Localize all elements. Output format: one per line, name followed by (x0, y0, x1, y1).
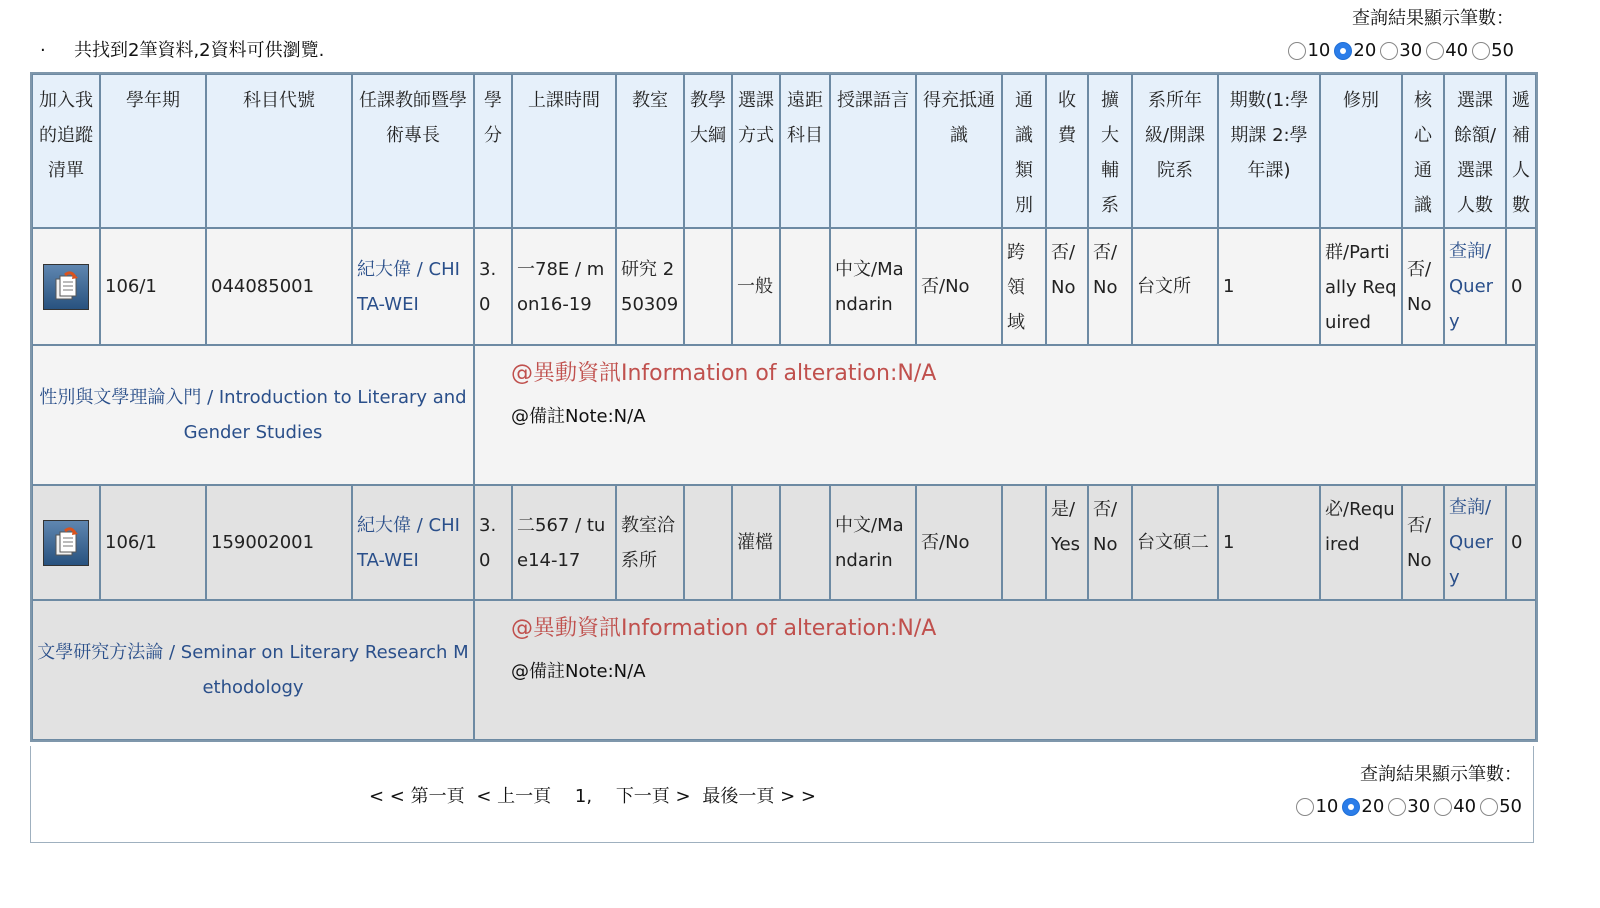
rows-per-page-top-option-40[interactable] (1426, 40, 1468, 61)
alteration-info: @異動資訊Information of alteration:N/A (511, 616, 937, 641)
column-header: 得充抵通識 (916, 74, 1002, 228)
rows-per-page-top-option-30[interactable] (1380, 40, 1422, 61)
cell-fee: 否/No (1046, 228, 1088, 345)
cell-remote (780, 485, 830, 600)
rows-per-page-top-option-10[interactable] (1288, 40, 1330, 61)
course-notes-cell (474, 600, 1536, 740)
radio-label: 10 (1307, 40, 1331, 61)
radio-button[interactable] (1388, 798, 1406, 816)
column-header: 系所年級/開課院系 (1132, 74, 1218, 228)
cell-ge-category: 跨領域 (1002, 228, 1046, 345)
column-header: 加入我的追蹤清單 (32, 74, 100, 228)
cell-teacher (352, 485, 474, 600)
top-bar (0, 0, 1600, 72)
course-note: @備註Note:N/A (511, 406, 646, 427)
column-header: 修別 (1320, 74, 1402, 228)
radio-button[interactable] (1334, 42, 1352, 60)
cell-ge-credit: 否/No (916, 485, 1002, 600)
rows-per-page-label: 查詢結果顯示筆數： (1352, 8, 1514, 29)
column-header: 選課方式 (732, 74, 780, 228)
next-page-link[interactable]: 下一頁 > (615, 786, 691, 807)
cell-method: 一般 (732, 228, 780, 345)
radio-label: 10 (1315, 796, 1339, 817)
cell-method: 灌檔 (732, 485, 780, 600)
cell-syllabus (684, 485, 732, 600)
cell-term: 106/1 (100, 485, 206, 600)
course-info-row (32, 600, 1536, 740)
cell-teacher (352, 228, 474, 345)
rows-per-page-top-option-20[interactable] (1334, 40, 1376, 61)
add-tracking-cell (32, 228, 100, 345)
teacher-link[interactable]: 紀大偉 / CHI TA-WEI (357, 258, 460, 315)
add-to-tracking-button[interactable] (43, 264, 89, 310)
table-header-row (32, 74, 1536, 228)
cell-room: 研究 250309 (616, 228, 684, 345)
radio-button[interactable] (1434, 798, 1452, 816)
column-header: 教室 (616, 74, 684, 228)
rows-per-page-top (1288, 4, 1514, 61)
rows-per-page-label-bottom: 查詢結果顯示筆數： (1360, 764, 1522, 785)
cell-period: 1 (1218, 485, 1320, 600)
alteration-info: @異動資訊Information of alteration:N/A (511, 361, 937, 386)
column-header: 期數(1:學期課 2:學年課) (1218, 74, 1320, 228)
radio-label: 20 (1353, 40, 1377, 61)
cell-type: 必/Required (1320, 485, 1402, 600)
column-header: 任課教師暨學術專長 (352, 74, 474, 228)
course-title-cell (32, 345, 474, 485)
radio-button[interactable] (1342, 798, 1360, 816)
course-table-wrapper (30, 72, 1534, 742)
radio-button[interactable] (1288, 42, 1306, 60)
cell-core-ge: 否/No (1402, 228, 1444, 345)
radio-button[interactable] (1296, 798, 1314, 816)
column-header: 教學大綱 (684, 74, 732, 228)
rows-per-page-bottom-option-20[interactable] (1342, 796, 1384, 817)
cell-waitlist: 0 (1506, 485, 1536, 600)
cell-language: 中文/Mandarin (830, 228, 916, 345)
radio-label: 30 (1399, 40, 1423, 61)
rows-per-page-bottom-option-10[interactable] (1296, 796, 1338, 817)
cell-code: 044085001 (206, 228, 352, 345)
cell-minor: 否/No (1088, 485, 1132, 600)
cell-fee: 是/Yes (1046, 485, 1088, 600)
teacher-link[interactable]: 紀大偉 / CHI TA-WEI (357, 514, 460, 571)
rows-per-page-bottom (1296, 760, 1522, 817)
column-header: 學年期 (100, 74, 206, 228)
add-tracking-cell (32, 485, 100, 600)
course-title-link[interactable]: 文學研究方法論 / Seminar on Literary Research Methodology (37, 642, 469, 698)
cell-term: 106/1 (100, 228, 206, 345)
quota-query-link[interactable]: 查詢/Query (1449, 497, 1494, 588)
cell-time: 一78E / mon16-19 (512, 228, 616, 345)
add-to-tracking-icon (51, 527, 81, 559)
cell-time: 二567 / tue14-17 (512, 485, 616, 600)
add-to-tracking-button[interactable] (43, 520, 89, 566)
cell-waitlist: 0 (1506, 228, 1536, 345)
cell-minor: 否/No (1088, 228, 1132, 345)
cell-type: 群/Partially Required (1320, 228, 1402, 345)
radio-label: 50 (1491, 40, 1514, 61)
current-page: 1, (574, 786, 593, 807)
column-header: 遞補人數 (1506, 74, 1536, 228)
radio-label: 30 (1407, 796, 1431, 817)
radio-label: 40 (1453, 796, 1477, 817)
radio-label: 50 (1499, 796, 1522, 817)
table-row (32, 485, 1536, 600)
column-header: 通識類別 (1002, 74, 1046, 228)
cell-quota (1444, 228, 1506, 345)
column-header: 遠距科目 (780, 74, 830, 228)
pagination (369, 782, 816, 808)
column-header: 選課餘額/選課人數 (1444, 74, 1506, 228)
radio-button[interactable] (1472, 42, 1490, 60)
cell-dept: 台文所 (1132, 228, 1218, 345)
column-header: 科目代號 (206, 74, 352, 228)
cell-room: 教室洽系所 (616, 485, 684, 600)
cell-ge-credit: 否/No (916, 228, 1002, 345)
radio-label: 40 (1445, 40, 1469, 61)
table-body (32, 228, 1536, 740)
rows-per-page-bottom-option-40[interactable] (1434, 796, 1476, 817)
quota-query-link[interactable]: 查詢/Query (1449, 241, 1494, 332)
course-title-cell (32, 600, 474, 740)
rows-per-page-bottom-option-50[interactable] (1480, 796, 1522, 817)
table-row (32, 228, 1536, 345)
cell-credits: 3.0 (474, 485, 512, 600)
bullet: · (40, 40, 46, 61)
column-header: 上課時間 (512, 74, 616, 228)
column-header: 授課語言 (830, 74, 916, 228)
rows-per-page-options (1288, 40, 1514, 61)
column-header: 學分 (474, 74, 512, 228)
rows-per-page-options-bottom (1296, 796, 1522, 817)
cell-ge-category (1002, 485, 1046, 600)
cell-core-ge: 否/No (1402, 485, 1444, 600)
rows-per-page-bottom-option-30[interactable] (1388, 796, 1430, 817)
course-note: @備註Note:N/A (511, 661, 646, 682)
radio-button[interactable] (1426, 42, 1444, 60)
cell-credits: 3.0 (474, 228, 512, 345)
cell-dept: 台文碩二 (1132, 485, 1218, 600)
first-page-link[interactable]: < < 第一頁 (369, 786, 465, 807)
course-notes-cell (474, 345, 1536, 485)
radio-button[interactable] (1380, 42, 1398, 60)
rows-per-page-top-option-50[interactable] (1472, 40, 1514, 61)
cell-remote (780, 228, 830, 345)
course-table (30, 72, 1538, 742)
result-summary (40, 36, 324, 62)
course-title-link[interactable]: 性別與文學理論入門 / Introduction to Literary and Gender Studies (39, 387, 467, 443)
result-count-text: 共找到2筆資料,2資料可供瀏覽. (74, 40, 325, 61)
column-header: 核心通識 (1402, 74, 1444, 228)
cell-language: 中文/Mandarin (830, 485, 916, 600)
add-to-tracking-icon (51, 271, 81, 303)
radio-button[interactable] (1480, 798, 1498, 816)
cell-quota (1444, 485, 1506, 600)
column-header: 擴大輔系 (1088, 74, 1132, 228)
last-page-link[interactable]: 最後一頁 > > (702, 786, 816, 807)
cell-period: 1 (1218, 228, 1320, 345)
cell-syllabus (684, 228, 732, 345)
prev-page-link[interactable]: < 上一頁 (476, 786, 552, 807)
cell-code: 159002001 (206, 485, 352, 600)
course-info-row (32, 345, 1536, 485)
radio-label: 20 (1361, 796, 1385, 817)
column-header: 收費 (1046, 74, 1088, 228)
